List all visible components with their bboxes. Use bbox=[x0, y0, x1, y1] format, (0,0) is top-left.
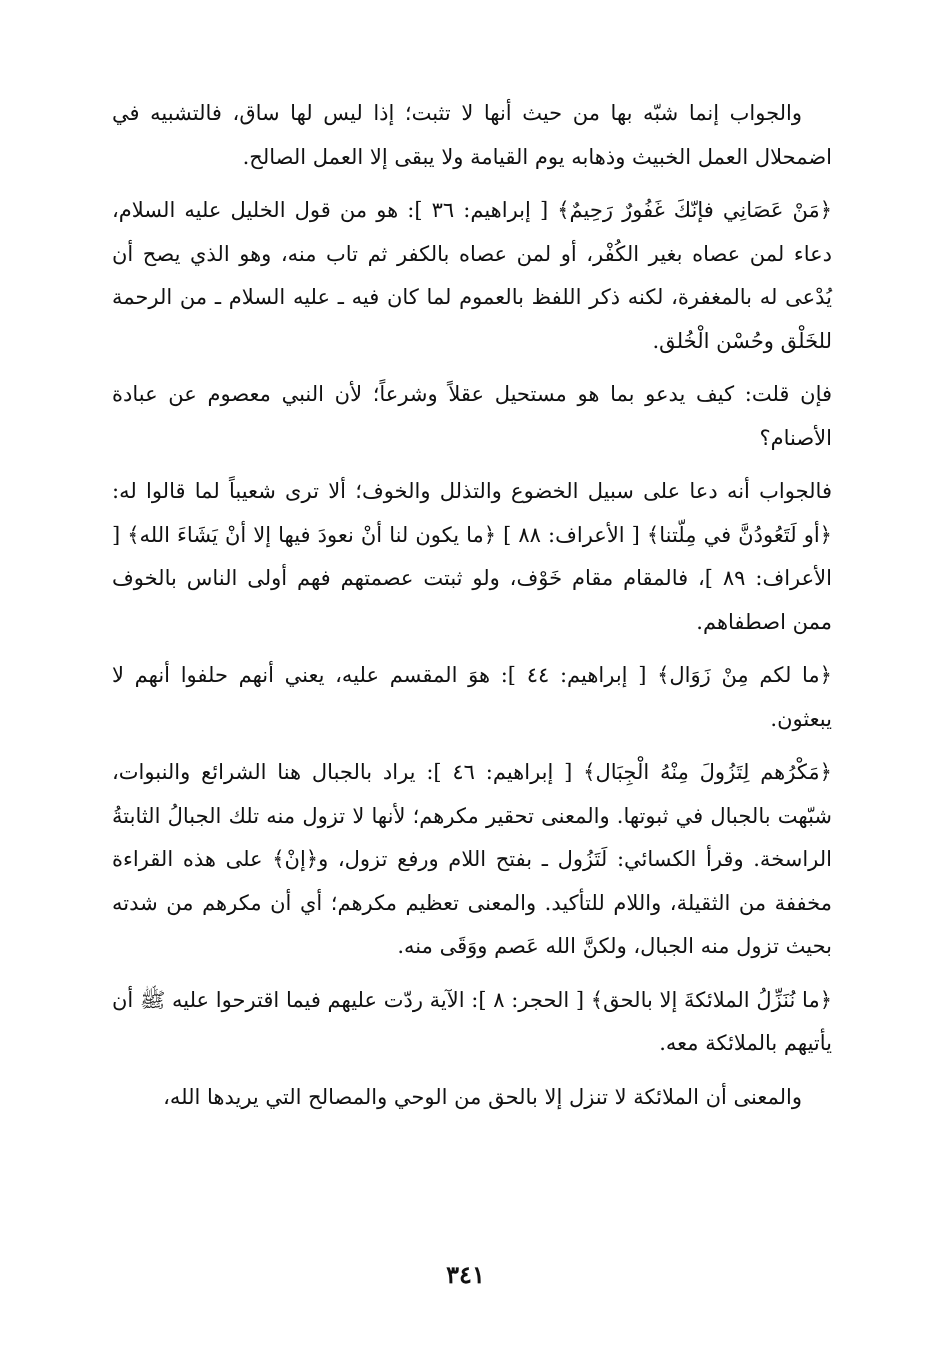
paragraph-2: ﴿مَنْ عَصَانِي فإنّكَ غَفُورٌ رَحِيمٌ﴾ [ إبراهيم: ٣٦ ]: هو من قول الخليل عليه السلام، دعاء لمن عصاه بغير الكُفْر، أو لمن عصاه بالكفر ثم تاب منه، وهو الذي يصح أن يُدْعى له بالمغفرة، لكنه ذكر اللفظ بالعموم لما كان فيه ـ عليه السلام ـ من الرحمة للخَلْق وحُسْن الْخُلق. bbox=[112, 198, 832, 353]
paragraph-3: فإن قلت: كيف يدعو بما هو مستحيل عقلاً وشرعاً؛ لأن النبي معصوم عن عبادة الأصنام؟ bbox=[112, 382, 832, 450]
paragraph-1: والجواب إنما شبّه بها من حيث أنها لا تثبت؛ إذا ليس لها ساق، فالتشبيه في اضمحلال العمل الخبيث وذهابه يوم القيامة ولا يبقى إلا العمل الصالح. bbox=[112, 101, 832, 169]
paragraph-7: ﴿ما نُنَزِّلُ الملائكةَ إلا بالحق﴾ [ الحجر: ٨ ]: الآية ردّت عليهم فيما اقترحوا عليه ﷺ أن يأتيهم بالملائكة معه. bbox=[112, 987, 832, 1055]
paragraph-8: والمعنى أن الملائكة لا تنزل إلا بالحق من الوحي والمصالح التي يريدها الله، bbox=[163, 1084, 802, 1109]
body-text bbox=[112, 92, 832, 1129]
page-number: ٣٤١ bbox=[446, 1260, 485, 1289]
paragraph-5: ﴿ما لكم مِنْ زَوَال﴾ [ إبراهيم: ٤٤ ]: هوَ المقسم عليه، يعني أنهم حلفوا أنهم لا يبعثون. bbox=[112, 663, 832, 731]
paragraph-6: ﴿مَكْرُهم لِتَزُولَ مِنْهُ الْجِبَال﴾ [ إبراهيم: ٤٦ ]: يراد بالجبال هنا الشرائع والنبوات، شبّهت بالجبال في ثبوتها. والمعنى تحقير مكرهم؛ لأنها لا تزول منه تلك الجبالُ الثابتةُ الراسخة. وقرأ الكسائي: لَتَزُول ـ بفتح اللام ورفع تزول، و﴿إنْ﴾ على هذه القراءة مخففة من الثقيلة، واللام للتأكيد. والمعنى تعظيم مكرهم؛ أي أن مكرهم من شدته بحيث تزول منه الجبال، ولكنَّ الله عَصم ووَقَى منه. bbox=[112, 760, 832, 958]
paragraph-4: فالجواب أنه دعا على سبيل الخضوع والتذلل والخوف؛ ألا ترى شعيباً لما قالوا له: ﴿أو لَتَعُودُنَّ في مِلّتنا﴾ [ الأعراف: ٨٨ ] ﴿ما يكون لنا أنْ نعودَ فيها إلا أنْ يَشَاءَ الله﴾ [ الأعراف: ٨٩ ]، فالمقام مقام خَوْف، ولو ثبتت عصمتهم فهم أولى الناس بالخوف ممن اصطفاهم. bbox=[112, 479, 832, 634]
